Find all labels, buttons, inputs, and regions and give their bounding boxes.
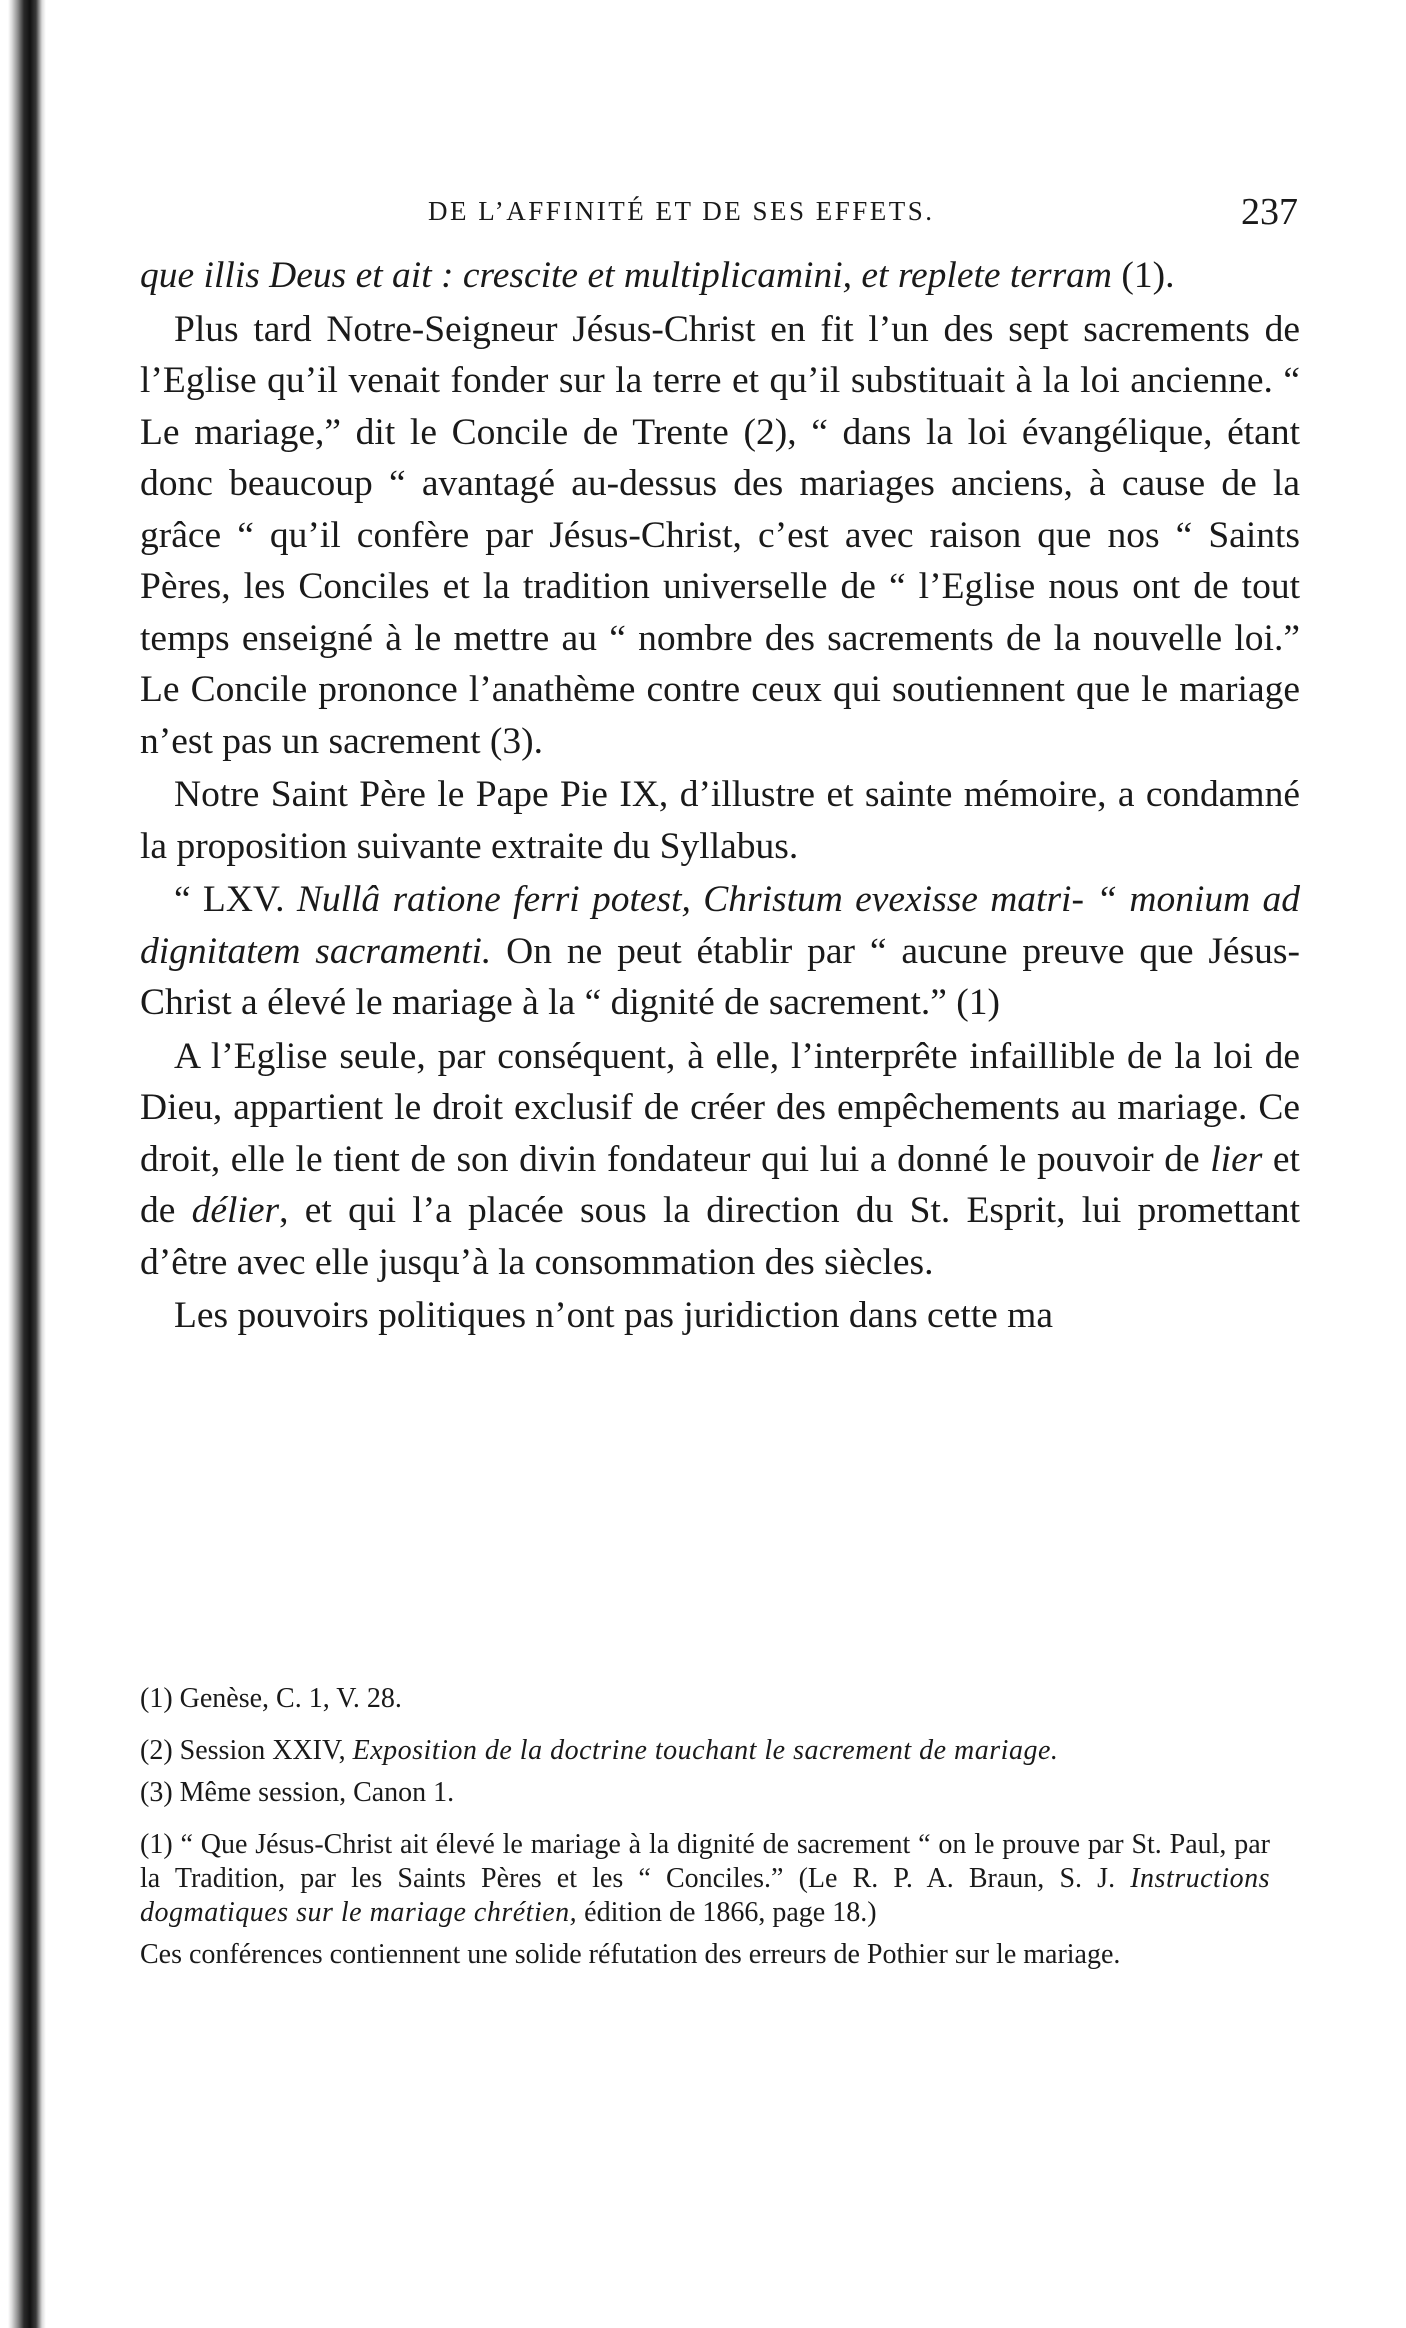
word-delier: délier (191, 1190, 280, 1231)
footnote-4-text: (1) “ Que Jésus-Christ ait élevé le mariage à la dignité de sacrement “ on le prouve par St. Paul, par la Tradition, par les Saints Pères et les “ Conciles.” (Le R. P. A. Braun, S. J. (140, 1829, 1270, 1894)
running-head (148, 190, 1298, 233)
footnote-2-title: Exposition de la doctrine touchant le sacrement de mariage. (352, 1735, 1059, 1766)
paragraph-5-text: A l’Eglise seule, par conséquent, à elle, l’interprête infaillible de la loi de Dieu, appartient le droit exclusif de créer des empêchements au mariage. Ce droit, elle le tient de son divin fondateur qui lui a donné le pouvoir de (140, 1035, 1300, 1180)
footnote-1: (1) Genèse, C. 1, V. 28. (140, 1683, 402, 1714)
binding-edge (0, 0, 46, 2328)
paragraph-1 (140, 250, 1300, 302)
footnote-4-end: édition de 1866, page 18.) (577, 1897, 877, 1928)
footnote-2-ref: (2) Session XXIV, (140, 1735, 353, 1766)
page-number: 237 (1241, 191, 1298, 233)
footnote-4-title: Instructions dogmatiques sur le mariage chrétien, (140, 1863, 1270, 1928)
footnotes (140, 1682, 1270, 1990)
paragraph-3: Notre Saint Père le Pape Pie IX, d’illustre et sainte mémoire, a condamné la proposition suivante extraite du Syllabus. (140, 774, 1300, 867)
footnote-2 (140, 1734, 1270, 1768)
syllabus-number: “ LXV. (174, 879, 297, 920)
paragraph-5 (140, 1031, 1300, 1289)
footnote-4 (140, 1828, 1270, 1930)
paragraph-5-join: et de (140, 1138, 1300, 1231)
running-title: DE L’AFFINITÉ ET DE SES EFFETS. (428, 196, 935, 226)
paragraph-2: Plus tard Notre-Seigneur Jésus-Christ en fit l’un des sept sacrements de l’Eglise qu’il venait fonder sur la terre et qu’il substituait à la loi ancienne. “ Le mariage,” dit le Concile de Trente (2), “ dans la loi évangélique, étant donc beaucoup “ avantagé au-dessus des mariages anciens, à cause de la grâce “ qu’il confère par Jésus-Christ, c’est avec raison que nos “ Saints Pères, les Conciles et la tradition universelle de “ l’Eglise nous ont de tout temps enseigné à le mettre au “ nombre des sacrements de la nouvelle loi.” Le Concile prononce l’anathème contre ceux qui soutiennent que le mariage n’est pas un sacrement (3). (140, 308, 1300, 762)
syllabus-proposition: Nullâ ratione ferri potest, Christum evexisse matri- “ monium ad dignitatem sacramenti. (140, 879, 1300, 972)
paragraph-5-end: , et qui l’a placée sous la direction du St. Esprit, lui promettant d’être avec elle jusqu’à la consommation des siècles. (140, 1190, 1300, 1283)
body-text (140, 250, 1300, 1342)
paragraph-6: Les pouvoirs politiques n’ont pas juridiction dans cette ma (174, 1295, 1053, 1336)
paragraph-4 (140, 874, 1300, 1029)
footnote-ref: (1). (1112, 255, 1175, 296)
footnote-3: (3) Même session, Canon 1. (140, 1777, 455, 1808)
latin-quote: que illis Deus et ait : crescite et multiplicamini, et replete terram (140, 255, 1112, 296)
syllabus-translation: On ne peut établir par “ aucune preuve que Jésus-Christ a élevé le mariage à la “ dignité de sacrement.” (1) (140, 930, 1300, 1023)
word-lier: lier (1210, 1138, 1263, 1180)
footnote-5: Ces conférences contiennent une solide réfutation des erreurs de Pothier sur le mariage. (140, 1939, 1121, 1970)
